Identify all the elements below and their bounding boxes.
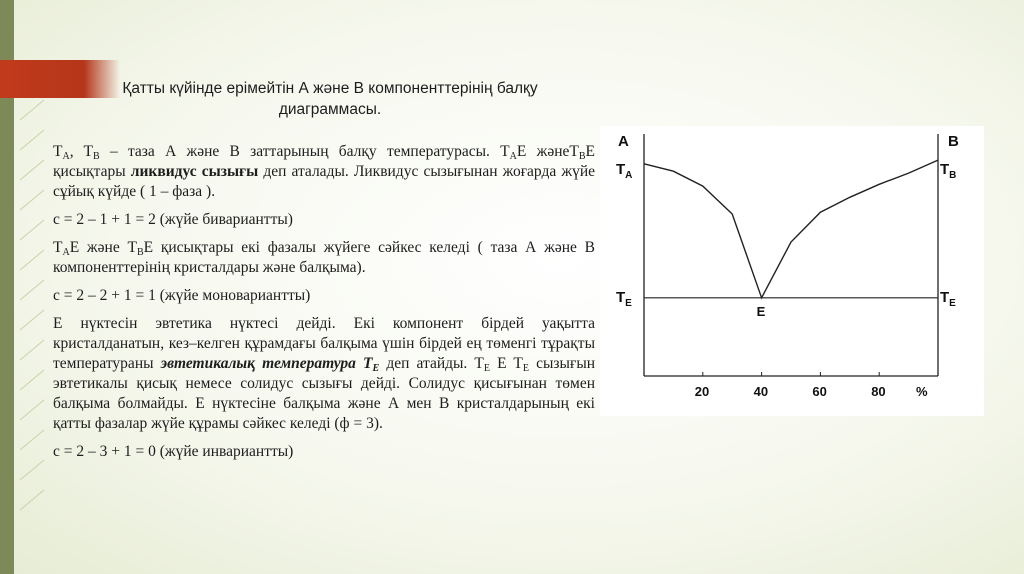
text-run: , T — [69, 143, 94, 160]
liquidus-curve — [644, 160, 938, 298]
subscript: B — [93, 151, 100, 162]
subscript: A — [62, 247, 70, 258]
paragraph-eutectic — [53, 314, 595, 434]
text-run: T — [53, 143, 63, 160]
subscript: A — [509, 151, 517, 162]
label-b: B — [948, 133, 959, 150]
subscript: E — [483, 363, 490, 374]
text-run: E T — [490, 355, 523, 372]
label-e-point: E — [756, 303, 766, 319]
label-a: A — [618, 133, 629, 150]
phase-diagram-panel — [600, 126, 984, 416]
label-te-left: $T_E$ — [616, 289, 632, 309]
text-run: сызығын эвтетикалы қисық немесе солидус сызығы дейді. Солидус қисығынан төмен балқыма болмайды. Е нүктесіне балқыма және А мен В кристалдарының екі қатты фазалар жүйе құрамы сәйкес келеді (ф = 3). — [53, 355, 596, 432]
label-te-right: $T_E$ — [940, 289, 956, 309]
text-run: деп аталады. Ликвидус сызығынан жоғарда жүйе сұйық күйде ( 1 – фаза ). — [53, 163, 595, 200]
subscript: E — [372, 363, 380, 374]
paragraph-formula-2: с = 2 – 2 + 1 = 1 (жүйе моновариантты) — [53, 287, 311, 304]
x-tick-label: 40 — [753, 384, 769, 399]
text-run: деп атайды. T — [379, 355, 484, 372]
x-tick-label: 20 — [694, 384, 710, 399]
title-line-1: Қатты күйінде ерімейтін А және В компоненттерінің балқу — [122, 80, 538, 97]
x-tick-label: 80 — [871, 384, 886, 399]
paragraph-two-phase — [53, 238, 595, 278]
label-ta: $T_A$ — [616, 161, 633, 181]
bold-term-liquidus: ликвидус сызығы — [130, 163, 259, 180]
subscript: E — [522, 363, 530, 374]
text-run: T — [53, 239, 63, 256]
paragraph-definition — [53, 142, 595, 202]
text-run: E және T — [69, 239, 137, 256]
text-run: E қисықтары екі фазалы жүйеге сәйкес келеді ( таза А және В компоненттерінің кристалдары және балқыма). — [53, 239, 595, 276]
paragraph-formula-3: с = 2 – 3 + 1 = 0 (жүйе инвариантты) — [53, 443, 294, 460]
slide-body — [53, 142, 595, 470]
subscript: A — [62, 151, 70, 162]
bold-term-eutectic-temperature: эвтетикалық температура T — [160, 355, 373, 372]
text-run: Е нүктесін эвтетика нүктесі дейді. Екі компонент бірдей уақытта кристалданатын, кез–келген құрамдағы балқыма үшін бірдей ең төменгі тұрақты температураны — [53, 315, 595, 372]
subscript: B — [136, 247, 144, 258]
text-run: E қисықтары — [53, 143, 595, 180]
label-tb: $T_B$ — [940, 161, 957, 181]
x-tick-label: % — [916, 384, 928, 399]
phase-diagram-chart — [600, 126, 984, 416]
subscript: B — [578, 151, 586, 162]
text-run: E жәнеT — [516, 143, 579, 160]
x-tick-label: 60 — [812, 384, 827, 399]
slide-title — [70, 78, 590, 120]
title-line-2: диаграммасы. — [278, 101, 382, 118]
paragraph-formula-1: с = 2 – 1 + 1 = 2 (жүйе бивариантты) — [53, 211, 293, 228]
text-run: – таза А және В заттарының балқу температурасы. T — [99, 143, 510, 160]
